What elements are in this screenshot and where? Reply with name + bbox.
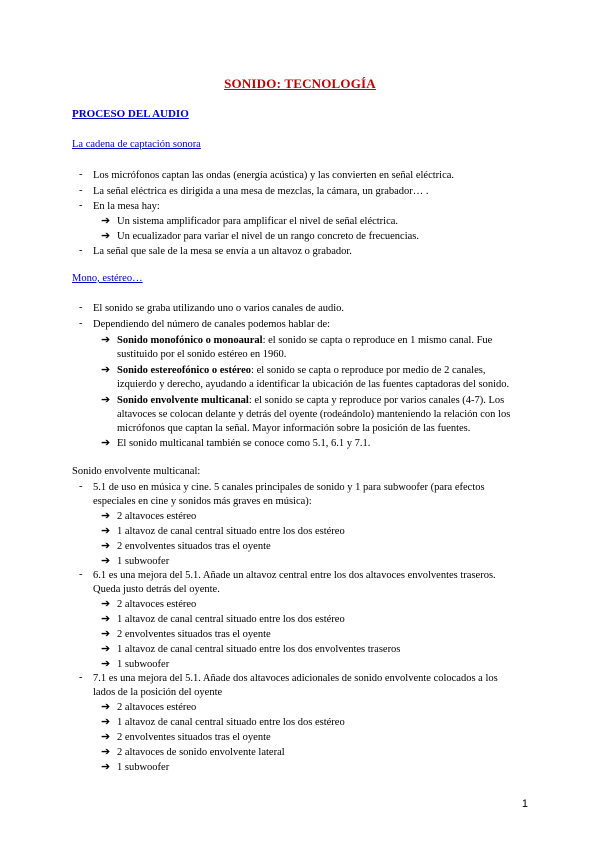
list-item: La señal que sale de la mesa se envía a un altavoz o grabador. [93,246,352,257]
list-subitem: 1 subwoofer [117,556,170,567]
arrow-right-icon: ➔ [101,628,111,640]
list-item-cont: especiales en cine y sonidos más graves en música): [93,496,312,507]
arrow-right-icon: ➔ [101,540,111,552]
arrow-right-icon: ➔ [101,731,111,743]
arrow-right-icon: ➔ [101,658,111,670]
subsection-heading-mono: Mono, estéreo… [72,273,143,284]
arrow-right-icon: ➔ [101,761,111,773]
list-subitem: 2 envolventes situados tras el oyente [117,732,271,743]
list-subitem: 2 altavoces estéreo [117,702,197,713]
list-subitem: 1 altavoz de canal central situado entre los dos estéreo [117,614,345,625]
term-mono: Sonido monofónico o monoaural [117,335,263,346]
term-surround-desc: : el sonido se capta y reproduce por varios canales (4-7). Los [248,395,505,406]
section-heading: PROCESO DEL AUDIO [72,108,189,120]
arrow-right-icon: ➔ [101,525,111,537]
bullet-dash: - [79,245,83,256]
list-subitem: Un sistema amplificador para amplificar el nivel de señal eléctrica. [117,216,399,227]
arrow-right-icon: ➔ [101,510,111,522]
arrow-right-icon: ➔ [101,613,111,625]
list-subitem: 2 altavoces de sonido envolvente lateral [117,747,285,758]
list-subitem: Un ecualizador para variar el nivel de un rango concreto de frecuencias. [117,231,420,242]
list-item: Dependiendo del número de canales podemos hablar de: [93,319,331,330]
page-title: SONIDO: TECNOLOGÍA [224,76,376,91]
arrow-right-icon: ➔ [101,555,111,567]
list-subitem: 2 envolventes situados tras el oyente [117,629,271,640]
arrow-right-icon: ➔ [101,334,111,346]
bullet-dash: - [79,302,83,313]
list-subitem-surround [117,394,504,407]
list-subitem: 2 altavoces estéreo [117,599,197,610]
bullet-dash: - [79,672,83,683]
list-subitem: 1 altavoz de canal central situado entre los dos envolventes traseros [117,644,401,655]
term-surround: Sonido envolvente multicanal [117,395,249,406]
bullet-dash: - [79,318,83,329]
arrow-right-icon: ➔ [101,437,111,449]
term-stereo-desc: : el sonido se capta o reproduce por medio de 2 canales, [251,365,486,376]
arrow-right-icon: ➔ [101,215,111,227]
list-subitem-cont: izquierdo y derecho, ayudando a identificar la ubicación de las fuentes captadoras del sonido. [117,379,510,390]
list-item: 6.1 es una mejora del 5.1. Añade un altavoz central entre los dos altavoces envolventes traseros. [93,570,496,581]
arrow-right-icon: ➔ [101,746,111,758]
list-subitem: El sonido multicanal también se conoce como 5.1, 6.1 y 7.1. [117,438,371,449]
list-item: La señal eléctrica es dirigida a una mesa de mezclas, la cámara, un grabador… . [93,186,429,197]
list-subitem: 1 subwoofer [117,659,170,670]
list-item: Los micrófonos captan las ondas (energía acústica) y las convierten en señal eléctrica. [93,170,455,181]
list-item: El sonido se graba utilizando uno o varios canales de audio. [93,303,345,314]
list-subitem-cont: altavoces se colocan delante y detrás del oyente (rodeándolo) manteniendo la relación con los [117,409,511,420]
list-subitem: 1 subwoofer [117,762,170,773]
arrow-right-icon: ➔ [101,598,111,610]
bullet-dash: - [79,200,83,211]
arrow-right-icon: ➔ [101,394,111,406]
arrow-right-icon: ➔ [101,716,111,728]
bullet-dash: - [79,481,83,492]
arrow-right-icon: ➔ [101,364,111,376]
page-number: 1 [521,798,528,810]
arrow-right-icon: ➔ [101,701,111,713]
list-item-cont: Queda justo detrás del oyente. [93,584,220,595]
list-item: 7.1 es una mejora del 5.1. Añade dos altavoces adicionales de sonido envolvente colocados a los [93,673,498,684]
arrow-right-icon: ➔ [101,230,111,242]
subsection-heading-chain: La cadena de captación sonora [72,139,201,150]
arrow-right-icon: ➔ [101,643,111,655]
list-subitem-mono [117,334,492,347]
list-subitem-stereo [117,364,485,377]
list-item-cont: lados de la posición del oyente [93,687,223,698]
list-subitem: 1 altavoz de canal central situado entre los dos estéreo [117,717,345,728]
list-subitem: 2 altavoces estéreo [117,511,197,522]
multichannel-heading: Sonido envolvente multicanal: [72,466,201,477]
list-item: 5.1 de uso en música y cine. 5 canales principales de sonido y 1 para subwoofer (para efectos [93,482,485,493]
list-subitem-cont: sustituido por el sonido estéreo en 1960. [117,349,287,360]
list-item: En la mesa hay: [93,201,160,212]
bullet-dash: - [79,569,83,580]
bullet-dash: - [79,169,83,180]
bullet-dash: - [79,185,83,196]
list-subitem: 2 envolventes situados tras el oyente [117,541,271,552]
term-stereo: Sonido estereofónico o estéreo [117,365,252,376]
term-mono-desc: : el sonido se capta o reproduce en 1 mismo canal. Fue [262,335,493,346]
list-subitem-cont: micrófonos que captan la señal. Mayor información sobre la posición de las fuentes. [117,423,471,434]
list-subitem: 1 altavoz de canal central situado entre los dos estéreo [117,526,345,537]
